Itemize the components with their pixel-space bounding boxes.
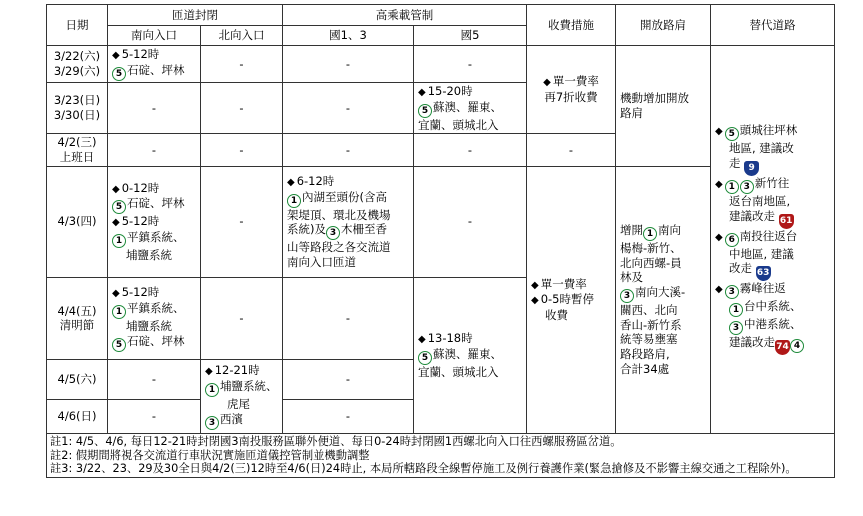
row7-south: -	[108, 399, 201, 433]
toll-a: ◆ 單一費率 再7折收費	[527, 46, 616, 134]
diamond-bullet-icon: ◆	[531, 295, 539, 307]
row5-south: ◆ 5-12時 1 平鎮系統、 埔鹽系統 5 石碇、坪林	[108, 277, 201, 359]
freeway-badge-icon: 1	[287, 194, 301, 208]
diamond-bullet-icon: ◆	[112, 50, 120, 61]
freeway-badge-icon: 3	[725, 285, 739, 299]
header-closure-south: 南向入口	[108, 26, 201, 46]
diamond-bullet-icon: ◆	[715, 284, 723, 296]
row3-north: -	[201, 134, 283, 166]
freeway-badge-icon: 5	[418, 104, 432, 118]
row2-n1n3: -	[283, 82, 414, 134]
row6-n1n3: -	[283, 359, 414, 399]
row3-date: 4/2(三) 上班日	[47, 134, 108, 166]
diamond-bullet-icon: ◆	[418, 333, 426, 345]
row1-n1n3: -	[283, 46, 414, 83]
diamond-bullet-icon: ◆	[205, 365, 213, 377]
table-row	[47, 46, 835, 83]
diamond-bullet-icon: ◆	[715, 179, 723, 191]
header-alt: 替代道路	[711, 5, 835, 46]
row2-n5: ◆ 15-20時 5 蘇澳、羅東、 宜蘭、頭城北入	[414, 82, 527, 134]
diamond-bullet-icon: ◆	[112, 287, 120, 299]
row3-n5: -	[414, 134, 527, 166]
header-date: 日期	[47, 5, 108, 46]
freeway-badge-icon: 1	[725, 180, 739, 194]
freeway-badge-icon: 1	[205, 383, 219, 397]
notes	[47, 433, 835, 477]
freeway-badge-icon: 3	[740, 180, 754, 194]
expressway-shield-icon: 74	[775, 340, 790, 355]
diamond-bullet-icon: ◆	[715, 231, 723, 243]
row3-n1n3: -	[283, 134, 414, 166]
row4-date: 4/3(四)	[47, 166, 108, 277]
expressway-shield-icon: 9	[744, 161, 759, 176]
diamond-bullet-icon: ◆	[287, 176, 295, 188]
holiday-traffic-table	[46, 4, 835, 478]
header-shoulder: 開放路肩	[616, 5, 711, 46]
diamond-bullet-icon: ◆	[112, 217, 120, 229]
freeway-badge-icon: 3	[205, 416, 219, 430]
expressway-shield-icon: 63	[756, 266, 771, 281]
header-hov: 高乘載管制	[283, 5, 527, 26]
diamond-bullet-icon: ◆	[418, 86, 426, 98]
freeway-badge-icon: 1	[643, 227, 657, 241]
diamond-bullet-icon: ◆	[531, 279, 539, 291]
row7-date: 4/6(日)	[47, 399, 108, 433]
row1-south: ◆ 5-12時 5 石碇、坪林	[108, 46, 201, 83]
shoulder-b: 增開 1 南向 楊梅-新竹、 北向西螺-員 林及 3 南向大溪- 關西、北向 香山-新竹系 統等易壅塞 路段路肩, 合計34處	[616, 166, 711, 433]
freeway-badge-icon: 1	[729, 303, 743, 317]
freeway-badge-icon: 1	[112, 305, 126, 319]
note-3: 註3: 3/22、23、29及30全日與4/2(三)12時至4/6(日)24時止, 本局所轄路段全線暫停施工及例行養護作業(緊急搶修及不影響主線交通之工程除外)。	[50, 462, 797, 476]
row3-toll: -	[527, 134, 616, 166]
alt-routes: ◆ 5 頭城往坪林 地區, 建議改 走 9 ◆ 1 3 新竹往 返台南地區, 建議改走 61 ◆ 6 南投往返台 中地區, 建議 改走 63 ◆ 3 霧峰往返 1 台中系統、 3 中港系統、 建議改走74 4	[711, 46, 835, 434]
row5-date: 4/4(五) 清明節	[47, 277, 108, 359]
row4-north: -	[201, 166, 283, 277]
freeway-badge-icon: 6	[725, 233, 739, 247]
freeway-badge-icon: 5	[418, 351, 432, 365]
row4-south: ◆ 0-12時 5 石碇、坪林 ◆ 5-12時 1 平鎮系統、 埔鹽系統	[108, 166, 201, 277]
notes-row	[47, 433, 835, 477]
row7-n1n3: -	[283, 399, 414, 433]
freeway-badge-icon: 4	[790, 339, 804, 353]
row3-south: -	[108, 134, 201, 166]
freeway-badge-icon: 5	[112, 67, 126, 81]
row1-north: -	[201, 46, 283, 83]
freeway-badge-icon: 5	[112, 338, 126, 352]
row1-n5: -	[414, 46, 527, 83]
freeway-badge-icon: 1	[112, 234, 126, 248]
row4-n1n3: ◆ 6-12時 1 內湖至頭份(含高 架堤頂、環北及機場 系統)及 3 木柵至香 山等路段之各交流道 南向入口匝道	[283, 166, 414, 277]
freeway-badge-icon: 3	[326, 226, 340, 240]
header-hov-n1n3: 國1、3	[283, 26, 414, 46]
header-closure: 匝道封閉	[108, 5, 283, 26]
header-toll: 收費措施	[527, 5, 616, 46]
diamond-bullet-icon: ◆	[112, 183, 120, 195]
header-closure-north: 北向入口	[201, 26, 283, 46]
shoulder-a: 機動增加開放 路肩	[616, 46, 711, 167]
row6-date: 4/5(六)	[47, 359, 108, 399]
note-1: 註1: 4/5、4/6, 每日12-21時封閉國3南投服務區聯外便道、每日0-24時封閉國1西螺北向入口往西螺服務區岔道。	[50, 434, 622, 448]
row4-n5: -	[414, 166, 527, 277]
row6-north: ◆ 12-21時 1 埔鹽系統、 虎尾 3 西濱	[201, 359, 283, 433]
row5-n5: ◆ 13-18時 5 蘇澳、羅東、 宜蘭、頭城北入	[414, 277, 527, 433]
row5-north: -	[201, 277, 283, 359]
freeway-badge-icon: 5	[725, 127, 739, 141]
row1-date: 3/22(六) 3/29(六)	[47, 46, 108, 83]
freeway-badge-icon: 3	[729, 321, 743, 335]
row2-north: -	[201, 82, 283, 134]
row6-south: -	[108, 359, 201, 399]
row2-date: 3/23(日) 3/30(日)	[47, 82, 108, 134]
expressway-shield-icon: 61	[779, 214, 794, 229]
header-hov-n5: 國5	[414, 26, 527, 46]
freeway-badge-icon: 5	[112, 200, 126, 214]
row5-n1n3: -	[283, 277, 414, 359]
freeway-badge-icon: 3	[620, 289, 634, 303]
row2-south: -	[108, 82, 201, 134]
toll-b: ◆ 單一費率 ◆ 0-5時暫停 收費	[527, 166, 616, 433]
diamond-bullet-icon: ◆	[543, 77, 551, 89]
note-2: 註2: 假期間將視各交流道行車狀況實施匝道儀控管制並機動調整	[50, 448, 370, 462]
holiday-traffic-table-container	[46, 4, 834, 478]
diamond-bullet-icon: ◆	[715, 126, 723, 138]
